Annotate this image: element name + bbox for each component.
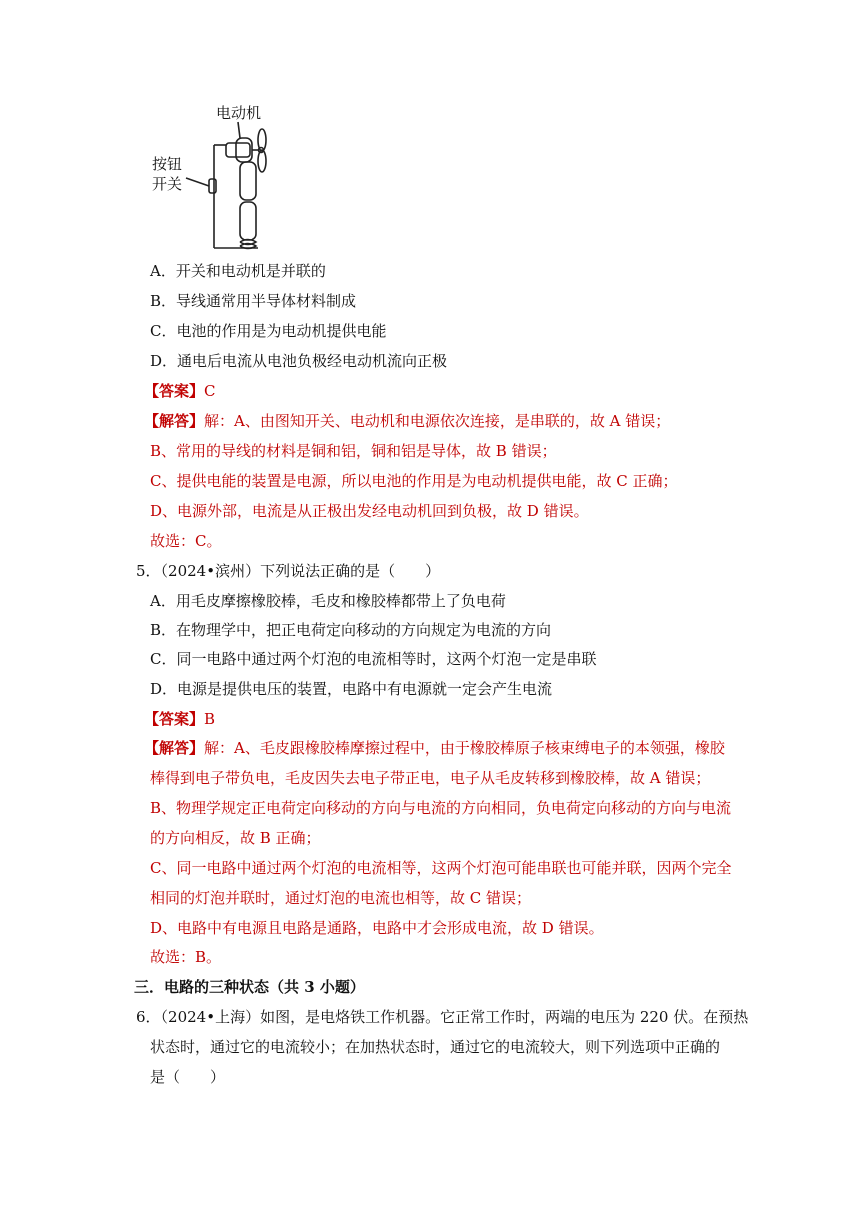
q5-option-d: D．电源是提供电压的装置，电路中有电源就一定会产生电流 (150, 680, 553, 698)
q4-option-a: A．开关和电动机是并联的 (150, 262, 326, 280)
q5-option-a: A．用毛皮摩擦橡胶棒，毛皮和橡胶棒都带上了负电荷 (150, 592, 506, 610)
q6-stem-line-1: 6．（2024•上海）如图，是电烙铁工作机器。它正常工作时，两端的电压为 220 伏。在预热 (136, 1008, 749, 1026)
q5-analysis-line-3: B、物理学规定正电荷定向移动的方向与电流的方向相同，负电荷定向移动的方向与电流 (150, 799, 732, 817)
analysis-text: 解：A、由图知开关、电动机和电源依次连接，是串联的，故 A 错误； (204, 412, 671, 430)
q4-answer (144, 381, 216, 401)
q4-conclusion: 故选：C。 (150, 532, 222, 550)
q5-analysis-line-2: 棒得到电子带负电，毛皮因失去电子带正电，电子从毛皮转移到橡胶棒，故 A 错误； (150, 769, 711, 787)
q4-option-c: C．电池的作用是为电动机提供电能 (150, 322, 387, 340)
q6-stem-line-3: 是（ ） (150, 1068, 226, 1086)
analysis-label: 【解答】 (144, 412, 205, 430)
q4-analysis-line-2: B、常用的导线的材料是铜和铝，铜和铝是导体，故 B 错误； (150, 442, 557, 460)
q5-answer (144, 709, 215, 729)
q5-option-b: B．在物理学中，把正电荷定向移动的方向规定为电流的方向 (150, 621, 552, 639)
q4-analysis-line-3: C、提供电能的装置是电源，所以电池的作用是为电动机提供电能，故 C 正确； (150, 472, 678, 490)
q5-analysis-line-1 (144, 738, 725, 758)
answer-label: 【答案】 (144, 382, 205, 400)
answer-label: 【答案】 (144, 710, 205, 728)
q4-option-d: D．通电后电流从电池负极经电动机流向正极 (150, 352, 448, 370)
q5-option-c: C．同一电路中通过两个灯泡的电流相等时，这两个灯泡一定是串联 (150, 650, 597, 668)
q5-stem: 5．（2024•滨州）下列说法正确的是（ ） (136, 562, 441, 580)
q4-option-b: B．导线通常用半导体材料制成 (150, 292, 357, 310)
q5-analysis-line-6: 相同的灯泡并联时，通过灯泡的电流也相等，故 C 错误； (150, 889, 532, 907)
analysis-label: 【解答】 (144, 739, 205, 757)
q5-analysis-line-4: 的方向相反，故 B 正确； (150, 829, 321, 847)
section-heading: 三．电路的三种状态（共 3 小题） (134, 978, 365, 996)
answer-value: B (204, 710, 216, 728)
q5-conclusion: 故选：B。 (150, 948, 222, 966)
q4-analysis-line-4: D、电源外部，电流是从正极出发经电动机回到负极，故 D 错误。 (150, 502, 589, 520)
q4-analysis-line-1 (144, 411, 670, 431)
circuit-drawing (148, 100, 288, 255)
answer-value: C (204, 382, 216, 400)
q5-analysis-line-5: C、同一电路中通过两个灯泡的电流相等，这两个灯泡可能串联也可能并联，因两个完全 (150, 859, 732, 877)
switch-label-line2: 开关 (152, 175, 183, 193)
switch-label-line1: 按钮 (152, 155, 183, 173)
motor-label: 电动机 (216, 104, 262, 122)
q5-analysis-line-7: D、电路中有电源且电路是通路，电路中才会形成电流，故 D 错误。 (150, 919, 604, 937)
analysis-text: 解：A、毛皮跟橡胶棒摩擦过程中，由于橡胶棒原子核束缚电子的本领强，橡胶 (204, 739, 725, 757)
circuit-figure (148, 100, 288, 255)
q6-stem-line-2: 状态时，通过它的电流较小；在加热状态时，通过它的电流较大，则下列选项中正确的 (150, 1038, 721, 1056)
